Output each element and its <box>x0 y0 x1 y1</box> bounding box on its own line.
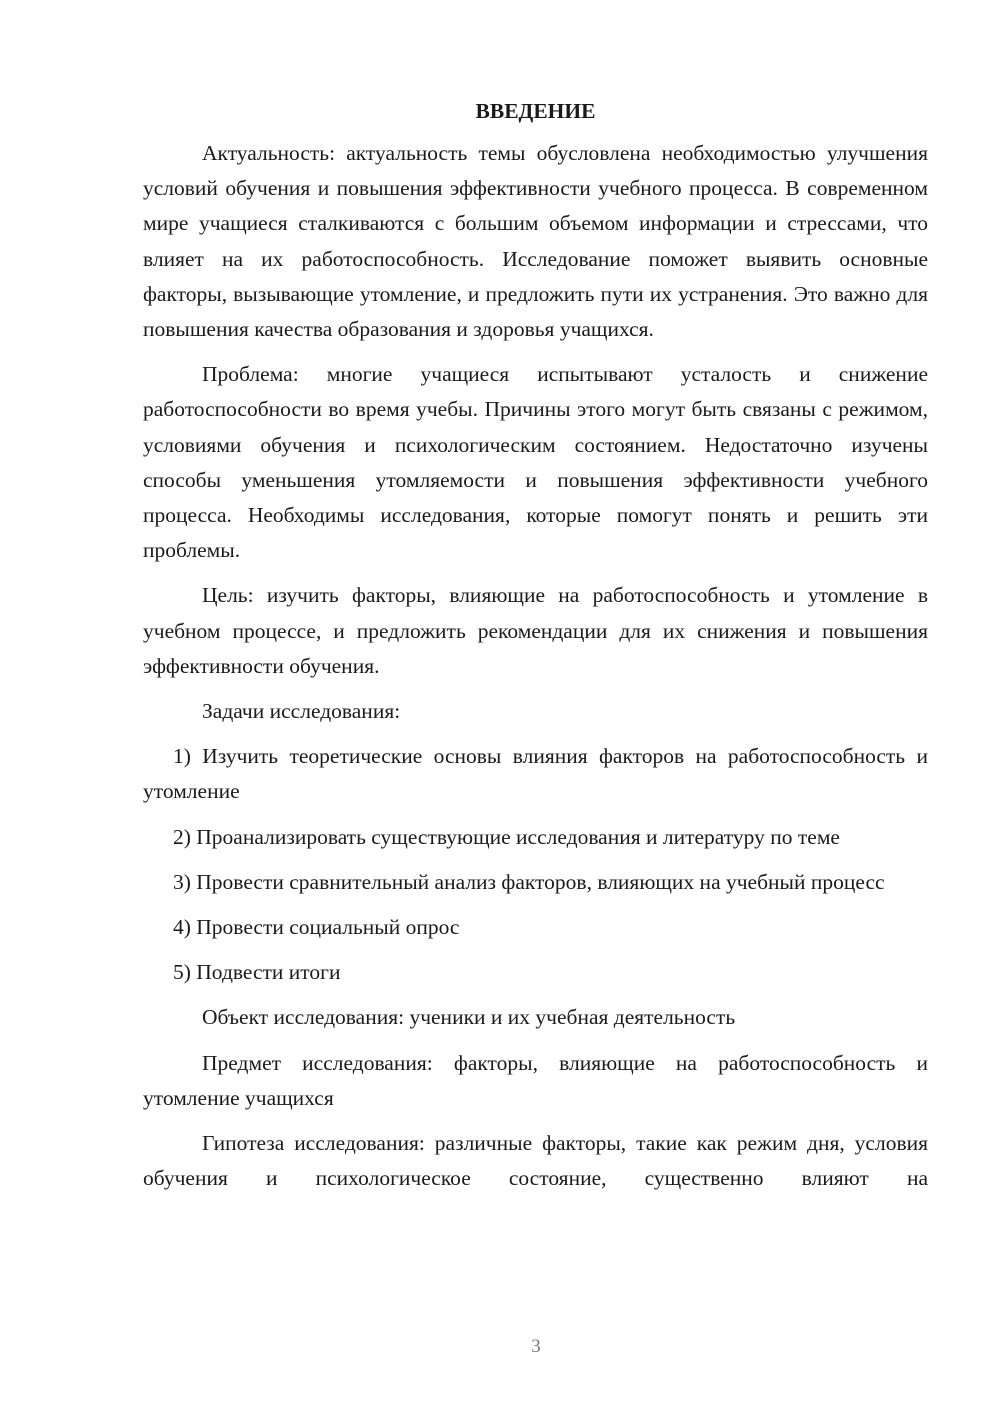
document-body <box>143 96 928 1206</box>
task-item-3: 3) Провести сравнительный анализ факторов, влияющих на учебный процесс <box>173 869 885 894</box>
object-paragraph: Объект исследования: ученики и их учебная деятельность <box>202 1005 736 1030</box>
subject-paragraph: Предмет исследования: факторы, влияющие на работоспособность и утомление учащихся <box>143 1050 928 1110</box>
task-item-2: 2) Проанализировать существующие исследования и литературу по теме <box>173 824 840 849</box>
problem-paragraph: Проблема: многие учащиеся испытывают усталость и снижение работоспособности во время учебы. Причины этого могут быть связаны с режимом, условиями обучения и психологическим состоянием. Недостаточно изучены способы уменьшения утомляемости и повышения эффективности учебного процесса. Необходимы исследования, которые помогут понять и решить эти проблемы. <box>143 362 928 563</box>
task-item-5: 5) Подвести итоги <box>173 960 341 985</box>
task-item-1: 1) Изучить теоретические основы влияния факторов на работоспособность и утомление <box>143 744 928 804</box>
goal-paragraph: Цель: изучить факторы, влияющие на работоспособность и утомление в учебном процессе, и предложить рекомендации для их снижения и повышения эффективности обучения. <box>143 583 928 678</box>
task-item-4: 4) Провести социальный опрос <box>173 915 460 940</box>
relevance-paragraph: Актуальность: актуальность темы обусловлена необходимостью улучшения условий обучения и повышения эффективности учебного процесса. В современном мире учащиеся сталкиваются с большим объемом информации и стрессами, что влияет на их работоспособность. Исследование поможет выявить основные факторы, вызывающие утомление, и предложить пути их устранения. Это важно для повышения качества образования и здоровья учащихся. <box>143 141 928 342</box>
tasks-heading: Задачи исследования: <box>202 699 401 724</box>
page-number: 3 <box>531 1336 541 1357</box>
page-title: ВВЕДЕНИЕ <box>475 99 596 123</box>
hypothesis-paragraph: Гипотеза исследования: различные факторы, такие как режим дня, условия обучения и психологическое состояние, существенно влияют на <box>143 1131 928 1191</box>
